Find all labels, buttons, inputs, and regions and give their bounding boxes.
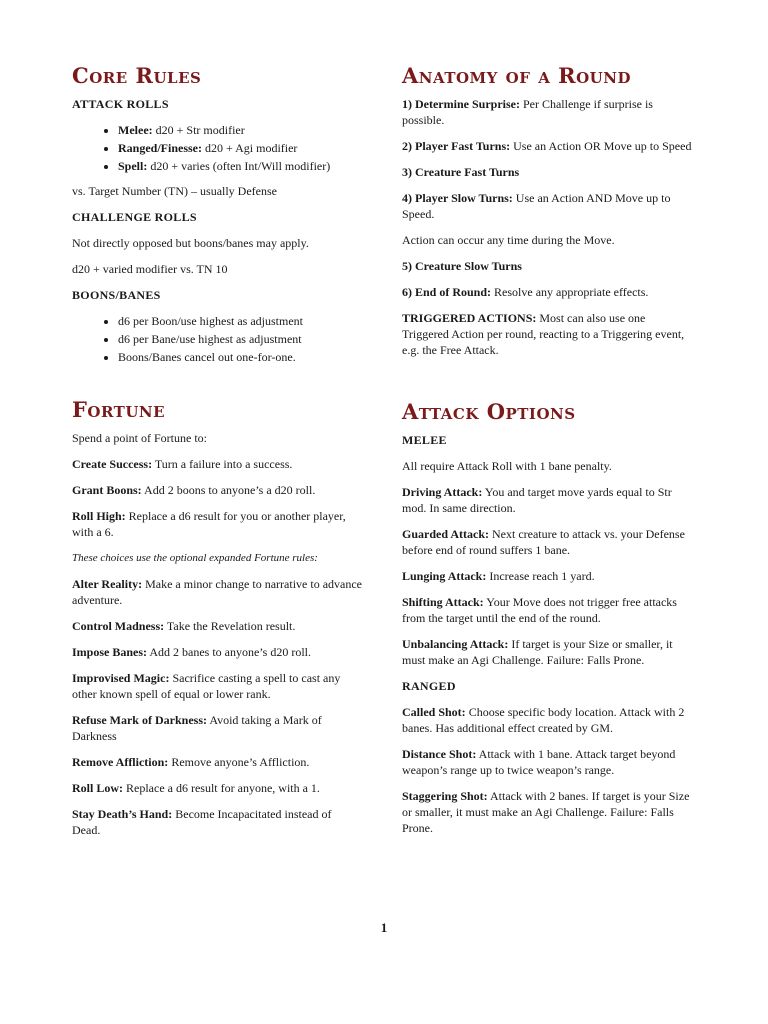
fortune-intro: Spend a point of Fortune to:	[72, 431, 207, 445]
list-item: • Spell: d20 + varies (often Int/Will modifier)	[118, 158, 362, 174]
list-item: • Boons/Banes cancel out one-for-one.	[118, 349, 362, 365]
left-column	[72, 62, 362, 848]
melee-option: Lunging Attack: Increase reach 1 yard.	[402, 569, 595, 583]
round-step: Action can occur any time during the Move.	[402, 233, 615, 247]
round-step: 3) Creature Fast Turns	[402, 165, 520, 179]
fortune-item: Roll High: Replace a d6 result for you or another player, with a 6.	[72, 509, 346, 539]
round-step: 2) Player Fast Turns: Use an Action OR Move up to Speed	[402, 139, 692, 153]
melee-option: Shifting Attack: Your Move does not trigger free attacks from the target until the end of the round.	[402, 595, 677, 625]
melee-option: Unbalancing Attack: If target is your Size or smaller, it must make an Agi Challenge. Failure: Falls Prone.	[402, 637, 673, 667]
fortune-option: Control Madness: Take the Revelation result.	[72, 619, 296, 633]
round-step: 5) Creature Slow Turns	[402, 259, 522, 273]
boons-banes-heading: BOONS/BANES	[72, 288, 161, 302]
target-number-line: vs. Target Number (TN) – usually Defense	[72, 184, 277, 198]
fortune-option: Stay Death’s Hand: Become Incapacitated instead of Dead.	[72, 807, 332, 837]
melee-option: Driving Attack: You and target move yards equal to Str mod. In same direction.	[402, 485, 672, 515]
fortune-item: Grant Boons: Add 2 boons to anyone’s a d20 roll.	[72, 483, 316, 497]
paragraph: d20 + varied modifier vs. TN 10	[72, 262, 228, 276]
ranged-heading: RANGED	[402, 679, 456, 693]
melee-option: Guarded Attack: Next creature to attack vs. your Defense before end of round suffers 1 bane.	[402, 527, 685, 557]
ranged-option: Distance Shot: Attack with 1 bane. Attack target beyond weapon’s range up to twice weapon’s range.	[402, 747, 676, 777]
fortune-option: Impose Banes: Add 2 banes to anyone’s d20 roll.	[72, 645, 311, 659]
core-rules-title: Core Rules	[72, 63, 202, 88]
paragraph: Not directly opposed but boons/banes may apply.	[72, 236, 309, 250]
attack-options-title: Attack Options	[402, 399, 576, 424]
fortune-option: Roll Low: Replace a d6 result for anyone, with a 1.	[72, 781, 320, 795]
ranged-option: Called Shot: Choose specific body location. Attack with 2 banes. Has additional effect created by GM.	[402, 705, 685, 735]
fortune-option: Remove Affliction: Remove anyone’s Affliction.	[72, 755, 310, 769]
list-item: • d6 per Bane/use highest as adjustment	[118, 331, 362, 347]
fortune-title: Fortune	[72, 397, 166, 422]
melee-heading: MELEE	[402, 433, 447, 447]
optional-rules-note: These choices use the optional expanded Fortune rules:	[72, 552, 318, 564]
right-column	[402, 62, 692, 846]
fortune-item: Create Success: Turn a failure into a success.	[72, 457, 293, 471]
round-step: 6) End of Round: Resolve any appropriate effects.	[402, 285, 649, 299]
ranged-option: Staggering Shot: Attack with 2 banes. If target is your Size or smaller, it must make an Agi Challenge. Failure: Falls Prone.	[402, 789, 690, 835]
anatomy-of-round-title: Anatomy of a Round	[402, 63, 631, 88]
melee-intro: All require Attack Roll with 1 bane penalty.	[402, 459, 612, 473]
attack-rolls-heading: ATTACK ROLLS	[72, 97, 169, 111]
challenge-rolls-heading: CHALLENGE ROLLS	[72, 210, 197, 224]
attack-rolls-list	[72, 122, 362, 174]
round-step: 1) Determine Surprise: Per Challenge if surprise is possible.	[402, 97, 653, 127]
boons-banes-list	[72, 313, 362, 365]
fortune-option: Improvised Magic: Sacrifice casting a spell to cast any other known spell of equal or lower rank.	[72, 671, 341, 701]
fortune-option: Alter Reality: Make a minor change to narrative to advance adventure.	[72, 577, 362, 607]
list-item: • Ranged/Finesse: d20 + Agi modifier	[118, 140, 362, 156]
list-item: • Melee: d20 + Str modifier	[118, 122, 362, 138]
round-step: 4) Player Slow Turns: Use an Action AND Move up to Speed.	[402, 191, 671, 221]
list-item: • d6 per Boon/use highest as adjustment	[118, 313, 362, 329]
page-number: 1	[380, 920, 388, 935]
fortune-option: Refuse Mark of Darkness: Avoid taking a Mark of Darkness	[72, 713, 322, 743]
round-step: TRIGGERED ACTIONS: Most can also use one Triggered Action per round, reacting to a Triggering event, e.g. the Free Attack.	[402, 311, 685, 357]
